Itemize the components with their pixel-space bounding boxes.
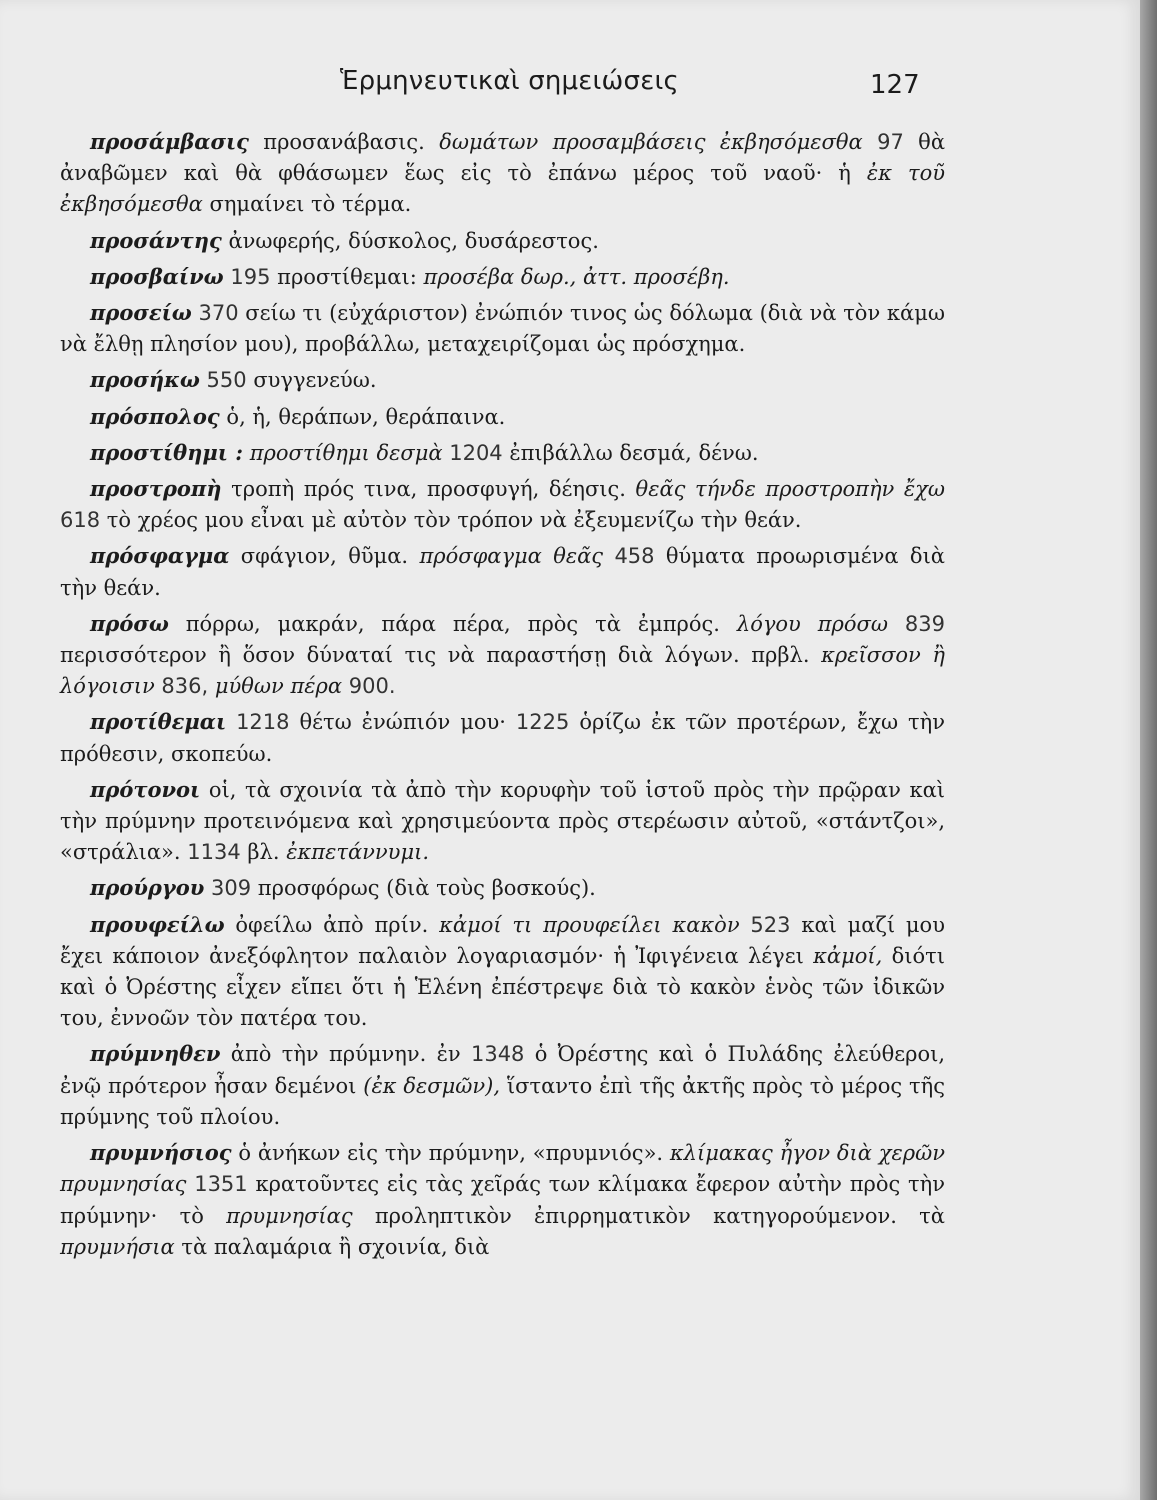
definition-text: ἀνωφερής, δύσκολος, δυσάρεστος. bbox=[228, 228, 599, 253]
glossary-entry bbox=[60, 437, 945, 469]
definition-text: οἱ, τὰ σχοινία τὰ ἀπὸ τὴν κορυφὴν τοῦ ἱστοῦ πρὸς τὴν πρῷραν καὶ τὴν πρύμνην προτεινόμενα καὶ χρησιμεύοντα πρὸς στερέωσιν αὐτοῦ, «στάντζοι», «στράλια». bbox=[60, 777, 945, 865]
definition-text: βλ. bbox=[247, 840, 280, 865]
headword: προσβαίνω bbox=[90, 263, 224, 289]
running-title: Ἑρμηνευτικαὶ σημειώσεις bbox=[340, 66, 679, 96]
definition-text: πόρρω, μακράν, πάρα πέρα, πρὸς τὰ ἐμπρός. bbox=[185, 611, 720, 636]
headword: προστροπὴ bbox=[90, 476, 222, 502]
definition-text: προστίθεμαι: bbox=[277, 264, 417, 289]
line-number: 1134 bbox=[187, 840, 241, 865]
definition-text: καὶ μαζί μου ἔχει κάποιον ἀνεξόφλητον παλαιὸν λογαριασμόν· ἡ Ἰφιγένεια λέγει bbox=[60, 912, 945, 968]
definition-text: ὁ, ἡ, θεράπων, θεράπαινα. bbox=[226, 404, 506, 429]
definition-text: τροπὴ πρός τινα, προσφυγή, δέησις. bbox=[231, 477, 626, 502]
headword: πρότονοι bbox=[90, 776, 201, 802]
line-number: 618 bbox=[60, 508, 101, 533]
citation-text: πρυμνησίας bbox=[226, 1203, 353, 1228]
citation-text: θεᾶς τήνδε προστροπὴν ἔχω bbox=[635, 477, 945, 502]
citation-text: πρυμνήσια bbox=[60, 1234, 175, 1259]
definition-text: ἵσταντο ἐπὶ τῆς ἀκτῆς πρὸς τὸ μέρος τῆς πρύμνης τοῦ πλοίου. bbox=[60, 1073, 945, 1129]
headword: προσάμβασις bbox=[90, 129, 249, 154]
definition-text: θέτω ἐνώπιόν μου· bbox=[299, 710, 506, 735]
definition-text: τὸ χρέος μου εἶναι μὲ αὐτὸν τὸν τρόπον νὰ ἐξευμενίζω τὴν θεάν. bbox=[106, 508, 802, 533]
glossary-entry bbox=[60, 225, 945, 257]
glossary-entry bbox=[60, 297, 945, 360]
line-number: 1348 bbox=[470, 1042, 525, 1067]
glossary-entry bbox=[60, 473, 945, 536]
page-edge-shadow bbox=[1140, 0, 1157, 1500]
headword: προύργου bbox=[90, 875, 205, 901]
definition-text: ὀφείλω ἀπὸ πρίν. bbox=[235, 912, 429, 937]
glossary-entry bbox=[60, 364, 945, 396]
citation-text: λόγου πρόσω bbox=[736, 611, 888, 636]
line-number: 309 bbox=[211, 876, 252, 901]
definition-text: ὁ Ὀρέστης καὶ ὁ Πυλάδης ἐλεύθεροι, ἐνῷ πρότερον ἦσαν δεμένοι bbox=[60, 1042, 945, 1098]
page-header bbox=[0, 66, 1140, 116]
line-number: 1204 bbox=[449, 440, 503, 465]
glossary-entry bbox=[60, 401, 945, 433]
citation-text: πρόσφαγμα θεᾶς bbox=[419, 544, 604, 569]
glossary-entry bbox=[60, 540, 945, 603]
line-number: 1218 bbox=[236, 710, 290, 735]
citation-text: (ἐκ δεσμῶν), bbox=[363, 1073, 501, 1098]
definition-text: ὁρίζω ἐκ τῶν προτέρων, ἔχω τὴν πρόθεσιν, σκοπεύω. bbox=[60, 710, 945, 766]
headword: πρυμνήσιος bbox=[90, 1140, 232, 1166]
glossary-text bbox=[60, 126, 945, 1267]
line-number: 195 bbox=[230, 264, 271, 289]
headword: προτίθεμαι bbox=[90, 709, 227, 735]
definition-text: σφάγιον, θῦμα. bbox=[240, 544, 409, 569]
page-number: 127 bbox=[870, 70, 920, 100]
citation-text: κἀμοί τι προυφείλει κακὸν bbox=[439, 912, 740, 937]
citation-text: κἀμοί, bbox=[813, 943, 883, 968]
citation-text: μύθων πέρα bbox=[214, 674, 343, 699]
definition-text: σημαίνει τὸ τέρμα. bbox=[209, 192, 412, 217]
definition-text: περισσότερον ἢ ὅσον δύναταί τις νὰ παραστήσῃ διὰ λόγων. πρβλ. bbox=[60, 643, 810, 668]
glossary-entry bbox=[60, 872, 945, 904]
headword: πρόσφαγμα bbox=[90, 543, 230, 569]
line-number: 1225 bbox=[515, 710, 570, 735]
definition-text: κρατοῦντες εἰς τὰς χεῖράς των κλίμακα ἔφερον αὐτὴν πρὸς τὴν πρύμνην· τὸ bbox=[60, 1172, 945, 1228]
glossary-entry bbox=[60, 909, 945, 1035]
line-number: 1351 bbox=[194, 1172, 248, 1197]
glossary-entry bbox=[60, 126, 945, 221]
definition-text: ἐπιβάλλω δεσμά, δένω. bbox=[509, 440, 759, 465]
headword: προσάντης bbox=[90, 227, 222, 253]
glossary-entry bbox=[60, 608, 945, 703]
glossary-entry bbox=[60, 1038, 945, 1133]
headword: προσείω bbox=[90, 300, 192, 326]
line-number: 458 bbox=[614, 544, 655, 569]
citation-text: κρεῖσσον ἢ λόγοισιν bbox=[60, 643, 945, 699]
definition-text: ἀπὸ τὴν πρύμνην. ἐν bbox=[230, 1042, 461, 1067]
definition-text: προληπτικὸν ἐπιρρηματικὸν κατηγορούμενον. τὰ bbox=[374, 1203, 945, 1228]
glossary-entry bbox=[60, 261, 945, 293]
citation-text: προστίθημι δεσμὰ bbox=[249, 440, 443, 465]
definition-text: τὰ παλαμάρια ἢ σχοινία, διὰ bbox=[181, 1234, 490, 1259]
line-number: 550 bbox=[206, 368, 247, 393]
line-number: 839 bbox=[904, 611, 945, 636]
headword: προυφείλω bbox=[90, 911, 225, 937]
line-number: 370 bbox=[198, 301, 239, 326]
headword: πρόσω bbox=[90, 610, 169, 636]
glossary-entry bbox=[60, 706, 945, 769]
line-number: 900. bbox=[348, 674, 396, 699]
definition-text: προσανάβασις. bbox=[263, 130, 425, 154]
headword: πρύμνηθεν bbox=[90, 1041, 221, 1067]
definition-text: θὰ ἀναβῶμεν καὶ θὰ φθάσωμεν ἕως εἰς τὸ ἐπάνω μέρος τοῦ ναοῦ· ἡ bbox=[60, 130, 945, 186]
definition-text: διότι καὶ ὁ Ὀρέστης εἶχεν εἴπει ὅτι ἡ Ἑλένη ἐπέστρεψε διὰ τὸ κακὸν ἑνὸς τῶν ἰδικῶν του, ἐννοῶν τὸν πατέρα του. bbox=[60, 943, 945, 1031]
citation-text: προσέβα δωρ., ἀττ. προσέβη. bbox=[423, 264, 730, 289]
citation-text: κλίμακας ἦγον διὰ χερῶν πρυμνησίας bbox=[60, 1141, 945, 1197]
definition-text: σείω τι (εὐχάριστον) ἐνώπιόν τινος ὡς δόλωμα (διὰ νὰ τὸν κάμω νὰ ἔλθῃ πλησίον μου), προβάλλω, μεταχειρίζομαι ὡς πρόσχημα. bbox=[60, 301, 945, 357]
glossary-entry bbox=[60, 1137, 945, 1263]
citation-text: ἐκ τοῦ ἐκβησόμεσθα bbox=[60, 161, 946, 217]
line-number: 97 bbox=[877, 130, 904, 154]
definition-text: θύματα προωρισμένα διὰ τὴν θεάν. bbox=[60, 544, 945, 600]
definition-text: προσφόρως (διὰ τοὺς βοσκούς). bbox=[257, 876, 596, 901]
definition-text: συγγενεύω. bbox=[253, 368, 377, 393]
citation-text: ἐκπετάννυμι. bbox=[286, 840, 429, 865]
definition-text: ὁ ἀνήκων εἰς τὴν πρύμνην, «πρυμνιός». bbox=[238, 1141, 664, 1166]
citation-text: δωμάτων προσαμβάσεις ἐκβησόμεσθα bbox=[439, 130, 863, 154]
glossary-entry bbox=[60, 774, 945, 869]
headword: προστίθημι : bbox=[90, 439, 243, 465]
line-number: 523 bbox=[750, 912, 791, 937]
headword: πρόσπολος bbox=[90, 403, 220, 429]
line-number: 836, bbox=[161, 674, 209, 699]
headword: προσήκω bbox=[90, 367, 200, 393]
